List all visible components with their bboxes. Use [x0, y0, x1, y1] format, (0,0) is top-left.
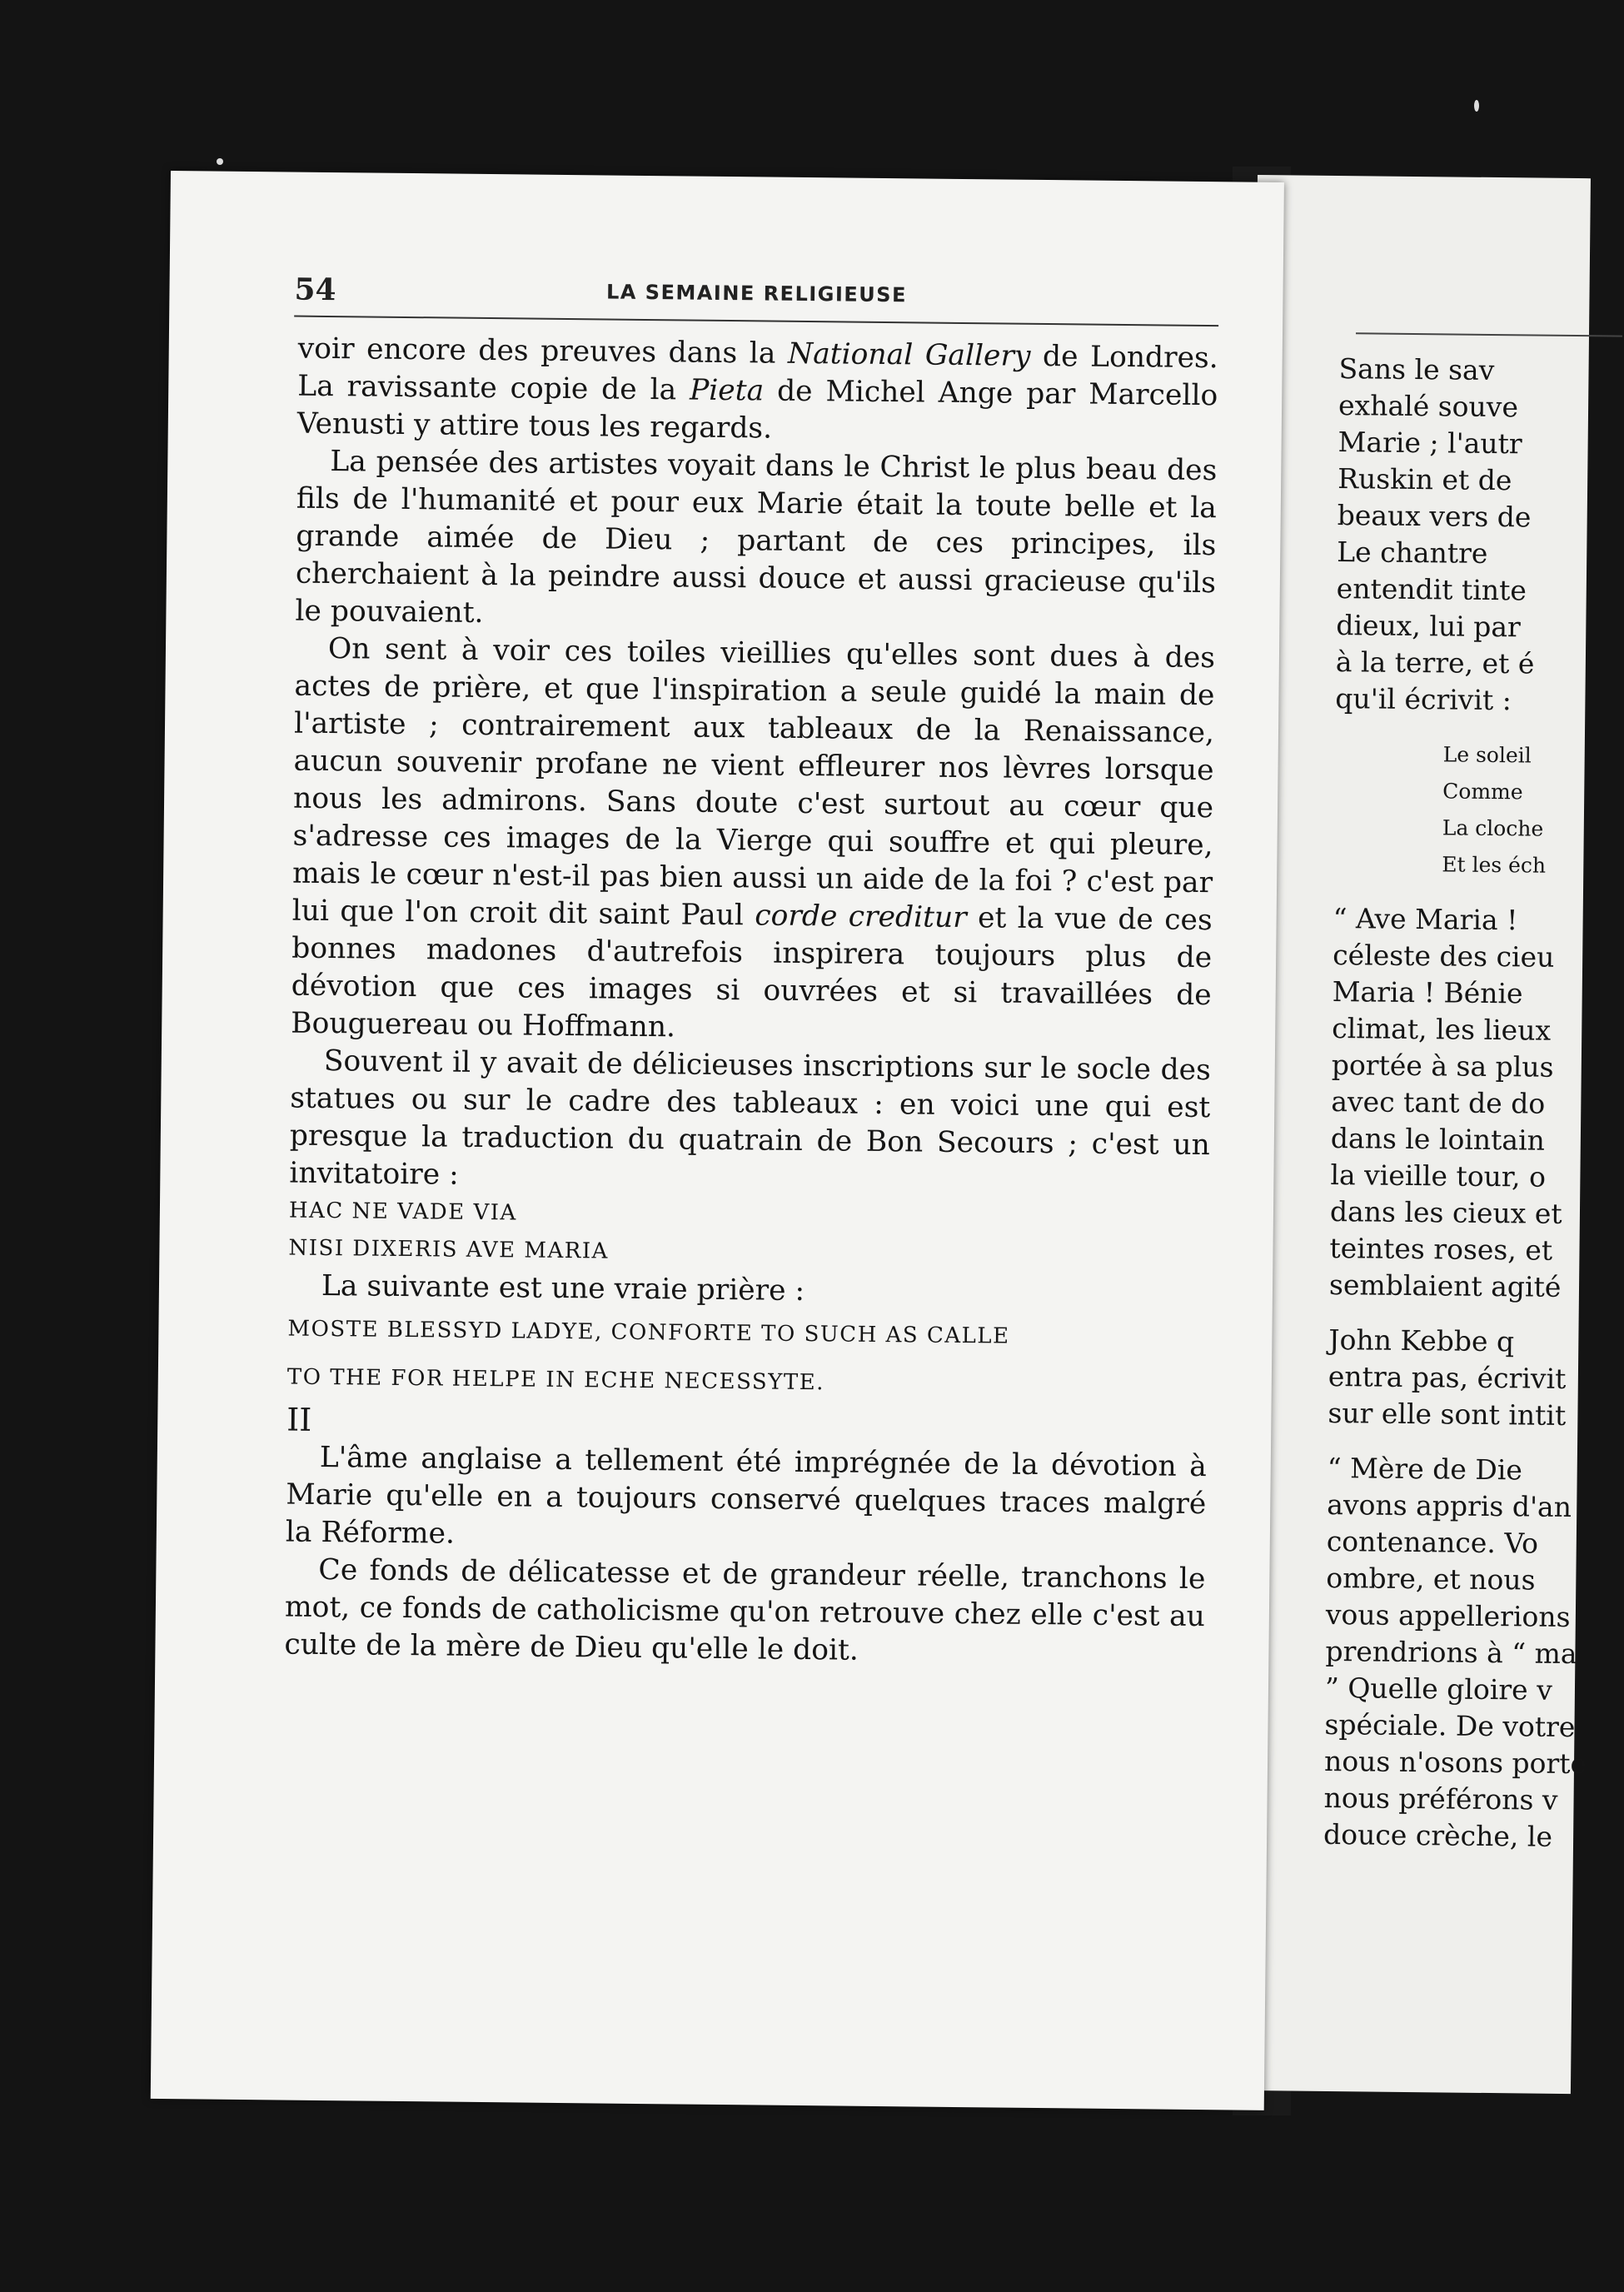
- right-page-line: prendrions à “ ma: [1325, 1634, 1577, 1671]
- inscription-line: HAC NE VADE VIA: [288, 1198, 517, 1226]
- paragraph-1: voir encore des preuves dans la National Gallery de Londres. La ravissante copie de la Pieta de Michel Ange par Marcello Venusti y attire tous les regards.: [296, 331, 1218, 446]
- dust-speck: [1474, 100, 1479, 112]
- right-page-line: nous préférons v: [1323, 1781, 1558, 1816]
- right-page-line: Le soleil: [1442, 742, 1532, 768]
- right-page-line: ” Quelle gloire v: [1324, 1671, 1553, 1707]
- right-page-line: Sans le sav: [1338, 352, 1495, 386]
- dust-speck: [217, 158, 223, 165]
- inscription-line: NISI DIXERIS AVE MARIA: [288, 1235, 610, 1264]
- page-number: 54: [294, 272, 336, 308]
- right-page-line: exhalé souve: [1338, 389, 1519, 424]
- right-header-rule: [1356, 332, 1622, 336]
- right-page-line: La cloche: [1442, 815, 1544, 841]
- right-page-line: John Kebbe q: [1328, 1323, 1515, 1358]
- right-page-line: portée à sa plus: [1331, 1048, 1554, 1084]
- prayer-line: TO THE FOR HELPE IN ECHE NECESSYTE.: [286, 1364, 825, 1396]
- right-page-line: contenance. Vo: [1326, 1524, 1539, 1560]
- right-page-line: avons appris d'an: [1327, 1487, 1572, 1524]
- running-title: LA SEMAINE RELIGIEUSE: [605, 280, 908, 307]
- paragraph-4: Souvent il y avait de délicieuses inscriptions sur le socle des statues ou sur le cadre des tableaux : en voici une qui est presque la traduction du quatrain de Bon Secours ; c'est un invitatoire :: [289, 1044, 1211, 1192]
- right-page-line: dieux, lui par: [1336, 609, 1522, 644]
- right-page-line: avec tant de do: [1331, 1084, 1546, 1120]
- right-page-line: la vieille tour, o: [1330, 1158, 1547, 1193]
- right-page-line: entra pas, écrivit: [1328, 1359, 1567, 1395]
- right-page-line: semblaient agité: [1328, 1268, 1562, 1303]
- right-page-line: ombre, et nous: [1326, 1561, 1536, 1597]
- page-header: [294, 272, 1219, 332]
- right-page-line: Et les éch: [1442, 852, 1547, 878]
- right-page-line: “ Ave Maria !: [1333, 901, 1518, 937]
- right-page-line: spéciale. De votre: [1324, 1707, 1576, 1744]
- right-page-line: Comme: [1442, 779, 1523, 805]
- right-page-line: dans le lointain: [1330, 1121, 1546, 1157]
- right-page-line: qu'il écrivit :: [1335, 682, 1512, 717]
- left-page: [151, 171, 1284, 2110]
- right-page-fragment: [1238, 175, 1591, 2094]
- right-page-line: à la terre, et é: [1335, 645, 1535, 680]
- right-page-line: douce crèche, le: [1323, 1817, 1553, 1853]
- right-page-line: “ Mère de Die: [1327, 1451, 1523, 1487]
- paragraph-6: L'âme anglaise a tellement été imprégnée de la dévotion à Marie qu'elle en a toujours conservé quelques traces malgré la Réforme.: [285, 1440, 1207, 1551]
- right-page-line: Marie ; l'autr: [1338, 426, 1522, 461]
- right-page-line: entendit tinte: [1336, 572, 1527, 607]
- right-page-line: Le chantre: [1337, 536, 1488, 570]
- right-page-line: sur elle sont intit: [1328, 1396, 1567, 1432]
- right-page-line: Maria ! Bénie: [1332, 974, 1523, 1010]
- body-text: [284, 331, 1218, 1673]
- right-page-line: céleste des cieu: [1332, 938, 1555, 974]
- section-heading: II: [286, 1401, 312, 1438]
- paragraph-2: La pensée des artistes voyait dans le Christ le plus beau des fils de l'humanité et pour eux Marie était la toute belle et la grande aimée de Dieu ; partant de ces principes, ils cherchaient à la peindre aussi douce et aussi gracieuse qu'ils le pouvaient.: [295, 445, 1218, 630]
- right-page-line: vous appellerions: [1325, 1597, 1571, 1634]
- right-page-line: teintes roses, et: [1329, 1231, 1553, 1267]
- right-page-line: nous n'osons porte: [1323, 1744, 1587, 1781]
- right-page-line: climat, les lieux: [1332, 1011, 1552, 1047]
- right-page-line: dans les cieux et: [1329, 1194, 1562, 1230]
- right-page-line: beaux vers de: [1337, 499, 1532, 534]
- paragraph-3: On sent à voir ces toiles vieillies qu'elles sont dues à des actes de prière, et que l'inspiration a seule guidé la main de l'artiste ; contrairement aux tableaux de la Renaissance, aucun souvenir profane ne vient effleurer nos lèvres lorsque nous les admirons. Sans doute c'est surtout au cœur que s'adresse ces images de la Vierge qui souffre et qui pleure, mais le cœur n'est-il pas bien aussi un aide de la foi ? c'est par lui que l'on croit dit saint Paul corde creditur et la vue de ces bonnes madones d'autrefois inspirera toujours plus de dévotion que ces images si ouvrées et si travaillées de Bouguereau ou Hoffmann.: [291, 632, 1216, 1044]
- prayer-line: MOSTE BLESSYD LADYE, CONFORTE TO SUCH AS CALLE: [287, 1316, 1010, 1349]
- right-page-line: Ruskin et de: [1337, 462, 1512, 497]
- right-page-text: [1323, 351, 1606, 1856]
- paragraph-7: Ce fonds de délicatesse et de grandeur réelle, tranchons le mot, ce fonds de catholicisme qu'on retrouve chez elle c'est au culte de la mère de Dieu qu'elle le doit.: [284, 1552, 1206, 1667]
- paragraph-5: La suivante est une vraie prière :: [321, 1268, 805, 1308]
